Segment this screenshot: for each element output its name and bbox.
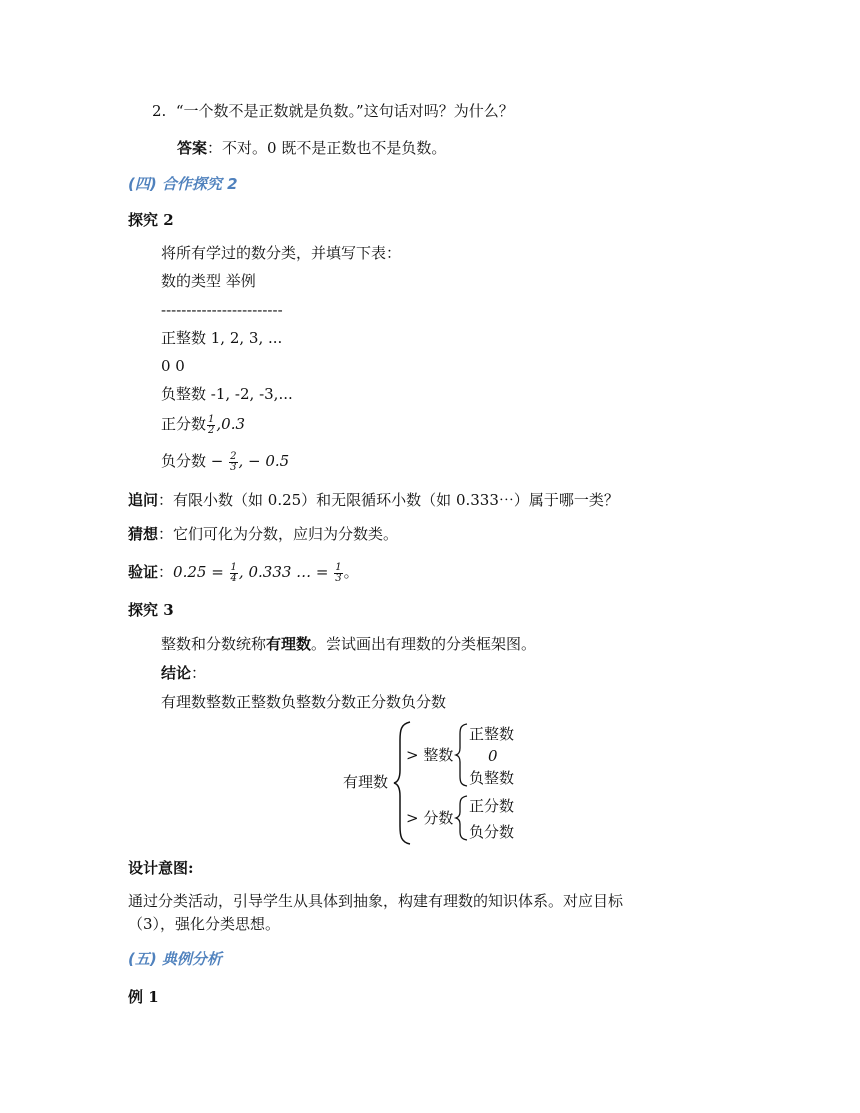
section-heading-5: (五) 典例分析	[128, 950, 222, 968]
diagram-negative-fraction: 负分数	[469, 823, 515, 841]
table-row-negative-integer: 负整数 -1, -2, -3,...	[161, 385, 293, 403]
brace-fraction	[456, 796, 467, 840]
fraction: $\frac{2}{3}$	[230, 450, 237, 473]
conclusion-label: 结论	[161, 664, 192, 682]
diagram-fraction-label: > 分数	[406, 809, 454, 827]
rational-number-term: 有理数	[266, 635, 312, 653]
table-header: 数的类型 举例	[161, 272, 256, 290]
explore-2-intro: 将所有学过的数分类，并填写下表：	[161, 244, 402, 262]
diagram-negative-integer: 负整数	[469, 769, 515, 787]
fraction: $\frac{1}{3}$	[335, 561, 342, 584]
question-number: 2.	[152, 102, 167, 120]
diagram-positive-integer: 正整数	[469, 725, 515, 743]
diagram-positive-fraction: 正分数	[469, 797, 515, 815]
flat-classification-text: 有理数整数正整数负整数分数正分数负分数	[161, 693, 447, 711]
verify-label: 验证	[128, 563, 159, 581]
design-intent-line-2: （3），强化分类思想。	[128, 915, 281, 933]
design-intent-line-1: 通过分类活动，引导学生从具体到抽象，构建有理数的知识体系。对应目标	[128, 892, 624, 910]
answer-text: ：不对。0 既不是正数也不是负数。	[207, 139, 447, 157]
row-rest: ,0.3	[216, 415, 246, 433]
row-label: 负分数	[161, 452, 207, 470]
diagram-integer-label: > 整数	[406, 746, 454, 764]
guess-label: 猜想	[128, 525, 159, 543]
fraction: $\frac{1}{4}$	[230, 561, 237, 584]
table-separator: ------------------------	[161, 301, 283, 319]
design-intent-label: 设计意图:	[128, 859, 194, 877]
brace-integer	[456, 724, 467, 786]
fraction: $\frac{1}{2}$	[208, 413, 215, 436]
question-text: “一个数不是正数就是负数。”这句话对吗？为什么？	[175, 102, 514, 120]
row-rest: , − 0.5	[238, 452, 290, 470]
followup-label: 追问	[128, 491, 159, 509]
explore-3-intro: 整数和分数统称有理数。尝试画出有理数的分类框架图。	[161, 635, 537, 653]
answer-label: 答案	[177, 139, 208, 157]
section-heading-4: (四) 合作探究 2	[128, 175, 238, 193]
conclusion-line: 结论：	[161, 664, 207, 682]
followup-text: ：有限小数（如 0.25）和无限循环小数（如 0.333⋯）属于哪一类？	[158, 491, 619, 509]
explore-2-title: 探究 2	[128, 211, 174, 229]
diagram-root-label: 有理数	[343, 773, 389, 791]
example-1-title: 例 1	[128, 988, 159, 1006]
verify-expr-1: 0.25 =	[173, 563, 229, 581]
verify-line: 验证：0.25 = $\frac{1}{4}$ , 0.333 … = $\frac{1}{3}$ 。	[128, 561, 359, 584]
verify-expr-2: , 0.333 … =	[238, 563, 334, 581]
row-label: 正分数	[161, 415, 207, 433]
diagram-zero: 0	[488, 747, 498, 765]
minus-sign: −	[206, 452, 229, 470]
table-row-zero: 0 0	[161, 357, 185, 375]
table-row-positive-integer: 正整数 1, 2, 3, ...	[161, 329, 283, 347]
explore-3-title: 探究 3	[128, 601, 174, 619]
guess-text: ：它们可化为分数，应归为分数类。	[158, 525, 399, 543]
